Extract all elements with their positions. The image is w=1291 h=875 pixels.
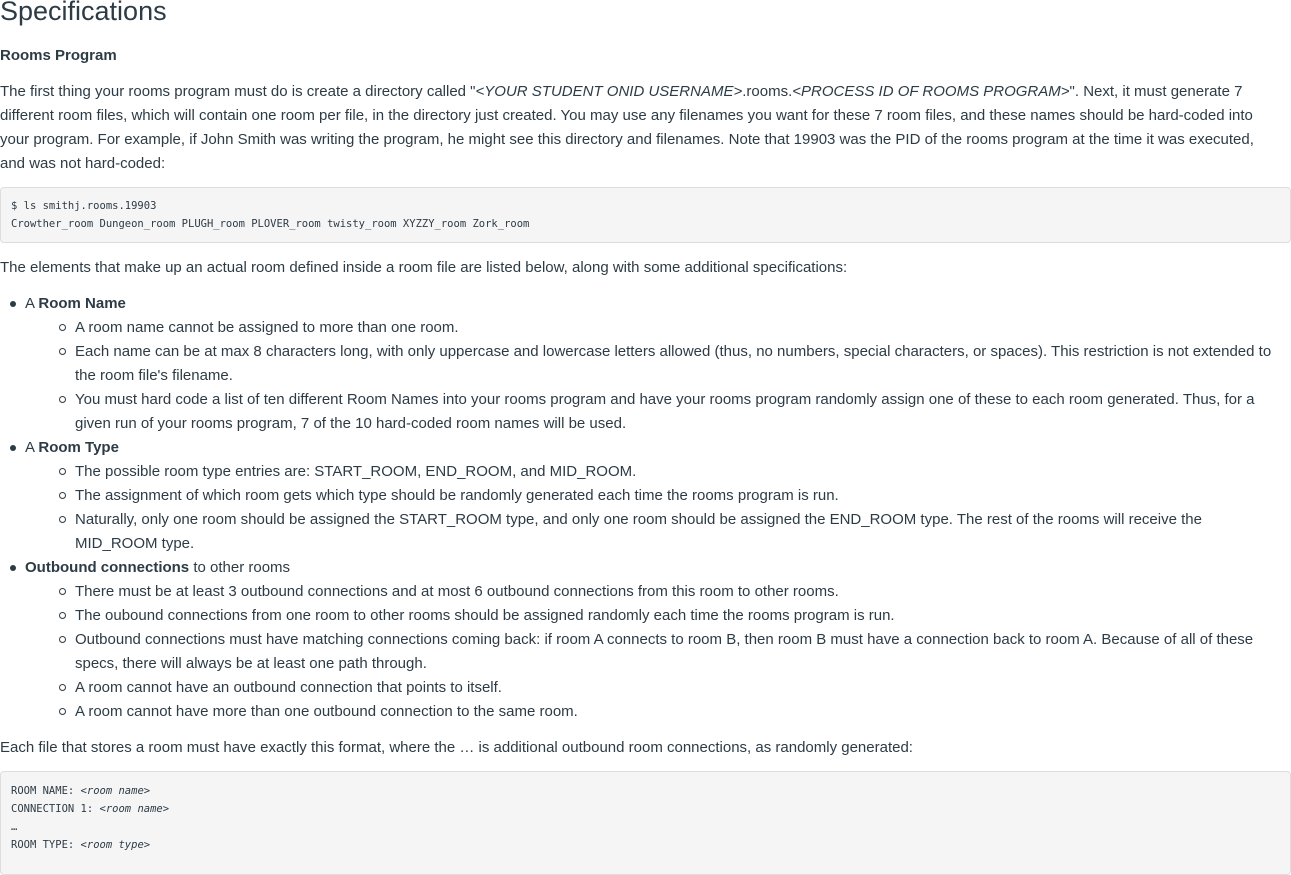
code-line-command: $ ls smithj.rooms.19903 bbox=[11, 200, 157, 212]
code-ellipsis: … bbox=[11, 821, 18, 833]
code-block-format[interactable] bbox=[0, 771, 1291, 875]
code-placeholder: <room type> bbox=[80, 839, 151, 851]
list-bold: Room Type bbox=[38, 439, 119, 456]
code-label: CONNECTION 1: bbox=[11, 803, 100, 815]
page-title: Specifications bbox=[0, 0, 167, 26]
code-placeholder: <room name> bbox=[80, 785, 151, 797]
format-paragraph: Each file that stores a room must have exactly this format, where the … is additional outbound room connections, as randomly generated: bbox=[0, 739, 913, 756]
list-bold: Outbound connections bbox=[25, 559, 190, 576]
spec-list bbox=[0, 292, 1291, 724]
list-item: A room cannot have more than one outbound connection to the same room. bbox=[25, 700, 1291, 724]
section-subheading: Rooms Program bbox=[0, 47, 117, 64]
code-block-ls[interactable] bbox=[0, 187, 1291, 243]
intro-italic-username: <YOUR STUDENT ONID USERNAME> bbox=[475, 83, 743, 100]
list-item: Naturally, only one room should be assigned the START_ROOM type, and only one room should be assigned the END_ROOM type. The rest of the rooms will receive the MID_ROOM type. bbox=[25, 508, 1291, 556]
list-item: The oubound connections from one room to other rooms should be assigned randomly each time the rooms program is run. bbox=[25, 604, 1291, 628]
list-item-room-type bbox=[0, 436, 1291, 556]
list-item-outbound-connections bbox=[0, 556, 1291, 724]
list-item: Outbound connections must have matching connections coming back: if room A connects to room B, then room B must have a connection back to room A. Because of all of these specs, there will always be at least one path through. bbox=[25, 628, 1291, 676]
list-item: There must be at least 3 outbound connections and at most 6 outbound connections from this room to other rooms. bbox=[25, 580, 1291, 604]
list-item-room-name bbox=[0, 292, 1291, 436]
list-item: A room name cannot be assigned to more than one room. bbox=[25, 316, 1291, 340]
list-prefix: A bbox=[25, 439, 39, 456]
code-label: ROOM NAME: bbox=[11, 785, 81, 797]
intro-text-2: .rooms. bbox=[742, 83, 793, 100]
list-item: Each name can be at max 8 characters long, with only uppercase and lowercase letters allowed (thus, no numbers, special characters, or spaces). This restriction is not extended to the room file's filename. bbox=[25, 340, 1291, 388]
list-item: You must hard code a list of ten different Room Names into your rooms program and have your rooms program randomly assign one of these to each room generated. Thus, for a given run of your rooms program, 7 of the 10 hard-coded room names will be used. bbox=[25, 388, 1291, 436]
intro-italic-pid: <PROCESS ID OF ROOMS PROGRAM> bbox=[792, 83, 1070, 100]
list-bold: Room Name bbox=[38, 295, 126, 312]
elements-paragraph: The elements that make up an actual room defined inside a room file are listed below, along with some additional specifications: bbox=[0, 259, 848, 276]
list-item: A room cannot have an outbound connection that points to itself. bbox=[25, 676, 1291, 700]
intro-text-1: The first thing your rooms program must do is create a directory called " bbox=[0, 83, 476, 100]
list-item: The possible room type entries are: START_ROOM, END_ROOM, and MID_ROOM. bbox=[25, 460, 1291, 484]
code-placeholder: <room name> bbox=[99, 803, 170, 815]
intro-text-3: ". Next, it must generate 7 different room files, which will contain one room per file, in the directory just created. You may use any filenames you want for these 7 room files, and these names should be hard-coded into your program. For example, if John Smith was writing the program, he might see this directory and filenames. Note that 19903 was the PID of the rooms program at the time it was executed, and was not hard-coded: bbox=[0, 83, 1254, 172]
code-label: ROOM TYPE: bbox=[11, 839, 81, 851]
list-suffix: to other rooms bbox=[189, 559, 291, 576]
code-line-output: Crowther_room Dungeon_room PLUGH_room PLOVER_room twisty_room XYZZY_room Zork_room bbox=[11, 218, 530, 230]
list-item: The assignment of which room gets which type should be randomly generated each time the rooms program is run. bbox=[25, 484, 1291, 508]
list-prefix: A bbox=[25, 295, 39, 312]
intro-paragraph bbox=[0, 80, 1280, 176]
